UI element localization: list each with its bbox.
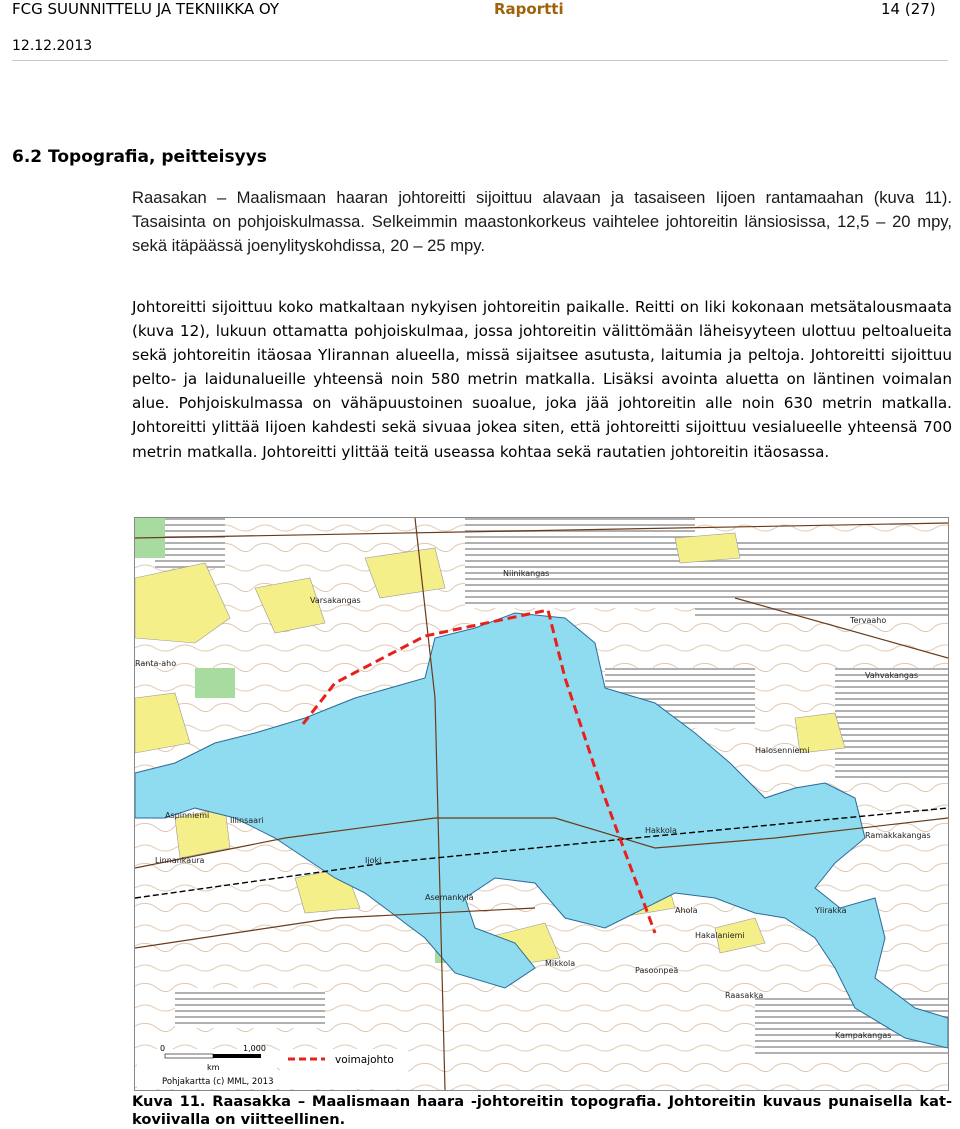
- map-label-linnankaura: Linnankaura: [155, 856, 205, 865]
- map-legend: [280, 1049, 408, 1089]
- map-label-ramakkakangas: Ramakkakangas: [865, 831, 931, 840]
- figure-caption: Kuva 11. Raasakka – Maalismaan haara -johtoreitin topografia. Johtoreitin kuvaus punaisella katkoviivalla on viitteellinen.: [132, 1093, 952, 1128]
- header-divider: [12, 60, 948, 61]
- paragraph-topography: Raasakan – Maalismaan haaran johtoreitti sijoittuu alavaan ja tasaiseen Iijoen rantamaahan (kuva 11). Tasaisinta on pohjoiskulmassa. Selkeimmin maastonkorkeus vaihtelee johtoreitin länsiosissa, 12,5 – 20 mpy, sekä itäpäässä joenylityskohdissa, 20 – 25 mpy.: [132, 188, 952, 255]
- map-label-tervaaho: Tervaaho: [850, 616, 887, 625]
- map-label-illinsaari: Illinsaari: [230, 816, 264, 825]
- map-label-ranta-aho: Ranta-aho: [135, 659, 177, 668]
- map-label-hakkola: Hakkola: [645, 826, 677, 835]
- header-date: 12.12.2013: [12, 38, 93, 54]
- header-organization: FCG SUUNNITTELU JA TEKNIIKKA OY: [12, 0, 280, 18]
- map-label-kampakangas: Kampakangas: [835, 1031, 892, 1040]
- map-label-ahola: Ahola: [675, 906, 698, 915]
- section-title: 6.2 Topografia, peitteisyys: [12, 147, 267, 167]
- scale-end: 1,000: [243, 1044, 266, 1053]
- map-label-hakalaniemi: Hakalaniemi: [695, 931, 745, 940]
- map-copyright: Pohjakartta (c) MML, 2013: [162, 1077, 274, 1087]
- map-label-varsakangas: Varsakangas: [310, 596, 361, 605]
- map-label-ijoki: Ijoki: [365, 856, 382, 865]
- topographic-map: [134, 517, 949, 1091]
- scale-bar: [137, 1044, 277, 1089]
- map-label-vahvakangas: Vahvakangas: [865, 671, 919, 680]
- paragraph-route-description: Johtoreitti sijoittuu koko matkaltaan nykyisen johtoreitin paikalle. Reitti on liki kokonaan metsätalousmaata (kuva 12), lukuun ottamatta pohjoiskulmaa, jossa johtoreitin välittömään läheisyyteen ulottuu peltoalueita sekä johtoreitin itäosaa Ylirannan alueella, missä sijaitsee asutusta, laitumia ja peltoja. Johtoreitti sijoittuu pelto- ja laidunalueille yhteensä noin 580 metrin matkalla. Lisäksi avointa aluetta on läntinen voimalan alue. Pohjoiskulmassa on vähäpuustoinen suoalue, joka jää johtoreitin alle noin 630 metrin matkalla. Johtoreitti ylittää Iijoen kahdesti sekä sivuaa jokea siten, että johtoreitti sijoittuu vesialueelle yhteensä 700 metrin matkalla. Johtoreitti ylittää teitä useassa kohtaa sekä rautatien johtoreitin itäosassa.: [132, 298, 952, 461]
- map-label-asemankyla: Asemankylä: [425, 893, 474, 902]
- map-label-halosenniemi: Halosenniemi: [755, 746, 810, 755]
- map-label-pasoonpea: Pasoonpeä: [635, 966, 679, 975]
- scale-unit: km: [207, 1063, 220, 1072]
- map-label-mikkola: Mikkola: [545, 959, 576, 968]
- legend-label: voimajohto: [335, 1054, 394, 1066]
- map-label-ylirakka: Ylirakka: [815, 906, 847, 915]
- map-label-niinikangas: Niinikangas: [503, 569, 550, 578]
- header-document-type: Raportti: [494, 0, 564, 18]
- header-page-number: 14 (27): [881, 0, 936, 18]
- map-label-raasakka: Raasakka: [725, 991, 764, 1000]
- map-label-aspinniemi: Aspinniemi: [165, 811, 210, 820]
- scale-start: 0: [160, 1044, 166, 1053]
